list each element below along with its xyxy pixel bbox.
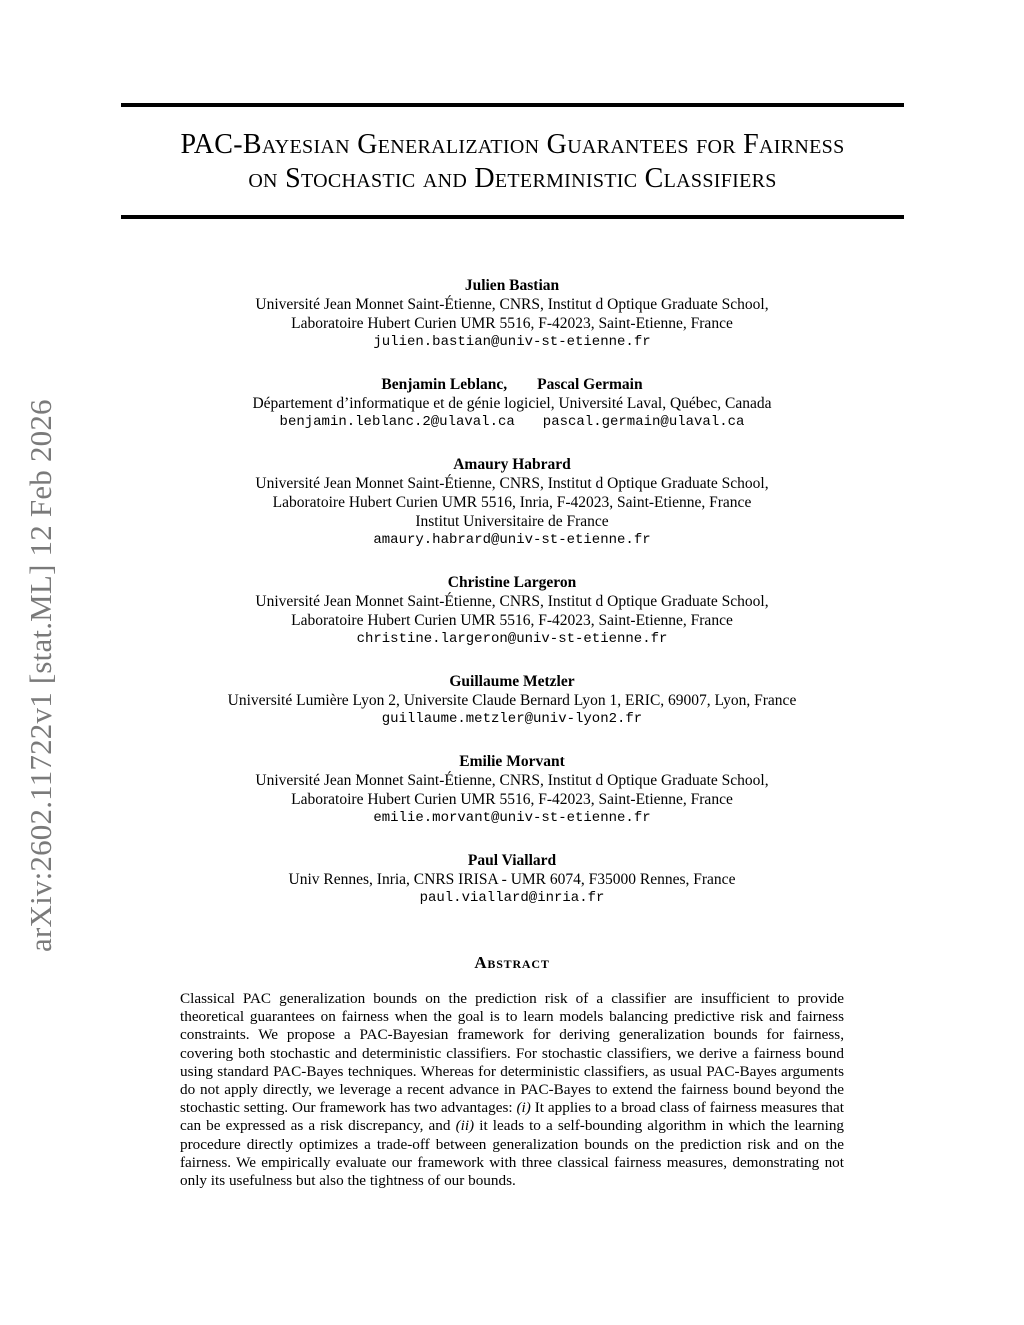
author-list	[150, 276, 874, 931]
author-affiliation: Université Jean Monnet Saint-Étienne, CNRS, Institut d Optique Graduate School,	[255, 475, 769, 492]
author-affiliation: Département d’informatique et de génie logiciel, Université Laval, Québec, Canada	[252, 395, 772, 412]
author-email[interactable]: christine.largeron@univ-st-etienne.fr	[356, 631, 668, 647]
author-email[interactable]: amaury.habrard@univ-st-etienne.fr	[373, 532, 651, 548]
title-rule-bottom	[121, 215, 904, 219]
author-email[interactable]: paul.viallard@inria.fr	[419, 890, 605, 906]
author-name: Emilie Morvant	[459, 753, 565, 770]
author-block	[150, 455, 874, 549]
title-rule-top	[121, 103, 904, 107]
author-affiliation: Laboratoire Hubert Curien UMR 5516, F-42023, Saint-Etienne, France	[291, 612, 733, 629]
author-name: Guillaume Metzler	[449, 673, 575, 690]
author-affiliation: Laboratoire Hubert Curien UMR 5516, F-42023, Saint-Etienne, France	[291, 315, 733, 332]
author-affiliation: Univ Rennes, Inria, CNRS IRISA - UMR 6074, F35000 Rennes, France	[288, 871, 736, 888]
arxiv-stamp: arXiv:2602.11722v1 [stat.ML] 12 Feb 2026	[23, 399, 58, 952]
paper-title-line-2: on Stochastic and Deterministic Classifiers	[248, 163, 777, 194]
author-name: Christine Largeron	[447, 574, 577, 591]
author-block	[150, 573, 874, 648]
author-block	[150, 672, 874, 728]
paper-title-line-1: PAC-Bayesian Generalization Guarantees for Fairness	[180, 129, 845, 160]
author-name: Julien Bastian	[464, 277, 560, 294]
author-affiliation: Université Jean Monnet Saint-Étienne, CNRS, Institut d Optique Graduate School,	[255, 593, 769, 610]
author-block	[150, 375, 874, 431]
author-name: Amaury Habrard	[453, 456, 571, 473]
author-affiliation: Université Lumière Lyon 2, Universite Claude Bernard Lyon 1, ERIC, 69007, Lyon, France	[227, 692, 797, 709]
author-name: Benjamin Leblanc, Pascal Germain	[381, 376, 643, 393]
author-name: Paul Viallard	[467, 852, 557, 869]
abstract-text: Classical PAC generalization bounds on the prediction risk of a classifier are insufficient to provide theoretical guarantees on fairness when the goal is to learn models balancing predictive risk and fairness constraints. We propose a PAC-Bayesian framework for deriving generalization bounds for fairness, covering both stochastic and deterministic classifiers. For stochastic classifiers, we derive a fairness bound using standard PAC-Bayes techniques. Whereas for deterministic classifiers, as usual PAC-Bayes arguments do not apply directly, we leverage a recent advance in PAC-Bayes to extend the fairness bound beyond the stochastic setting. Our framework has two advantages: (i) It applies to a broad class of fairness measures that can be expressed as a risk discrepancy, and (ii) it leads to a self-bounding algorithm in which the learning procedure directly optimizes a trade-off between generalization bounds on the prediction risk and on the fairness. We empirically evaluate our framework with three classical fairness measures, demonstrating not only its usefulness but also the tightness of our bounds.	[180, 990, 845, 1190]
author-affiliation: Université Jean Monnet Saint-Étienne, CNRS, Institut d Optique Graduate School,	[255, 296, 769, 313]
paper-title	[110, 128, 915, 196]
author-block	[150, 851, 874, 907]
author-affiliation: Institut Universitaire de France	[415, 513, 609, 530]
author-email[interactable]: julien.bastian@univ-st-etienne.fr	[373, 334, 651, 350]
author-affiliation: Laboratoire Hubert Curien UMR 5516, Inria, F-42023, Saint-Etienne, France	[272, 494, 752, 511]
author-email[interactable]: benjamin.leblanc.2@ulaval.ca pascal.germain@ulaval.ca	[279, 414, 745, 430]
abstract-heading: Abstract	[474, 953, 550, 972]
author-email[interactable]: guillaume.metzler@univ-lyon2.fr	[381, 711, 643, 727]
author-affiliation: Laboratoire Hubert Curien UMR 5516, F-42023, Saint-Etienne, France	[291, 791, 733, 808]
author-affiliation: Université Jean Monnet Saint-Étienne, CNRS, Institut d Optique Graduate School,	[255, 772, 769, 789]
author-email[interactable]: emilie.morvant@univ-st-etienne.fr	[373, 810, 651, 826]
author-block	[150, 752, 874, 827]
author-block	[150, 276, 874, 351]
